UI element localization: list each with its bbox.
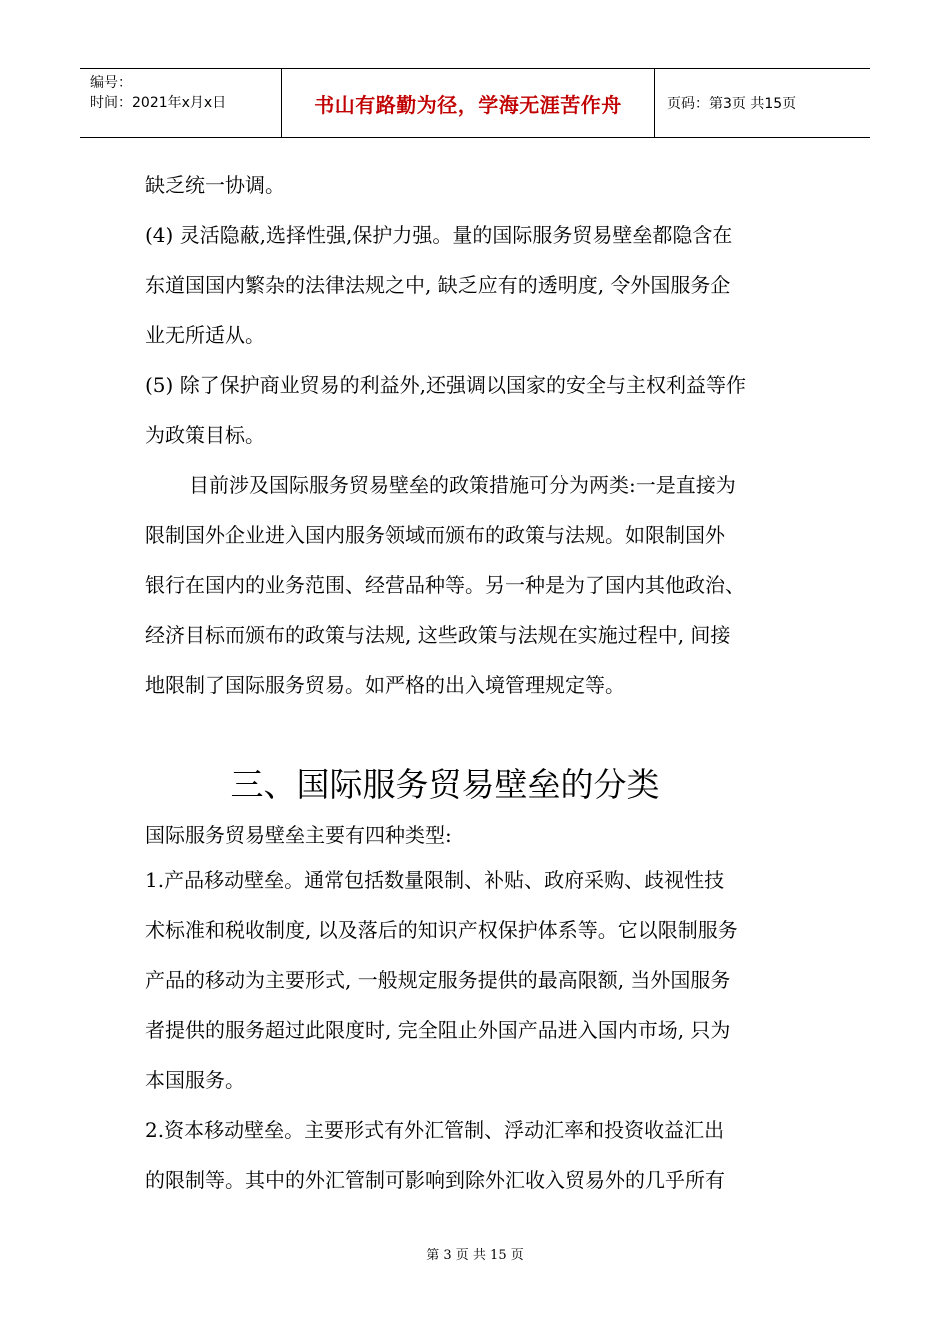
header-page-info: 页码：第3页 共15页 <box>667 96 797 112</box>
paragraph-line: 本国服务。 <box>145 1068 245 1092</box>
section-title: 三、国际服务贸易壁垒的分类 <box>230 765 660 804</box>
document-body <box>145 160 835 1205</box>
paragraph-line: 东道国国内繁杂的法律法规之中, 缺乏应有的透明度, 令外国服务企 <box>145 273 731 297</box>
paragraph-line: 经济目标而颁布的政策与法规, 这些政策与法规在实施过程中, 间接 <box>145 623 731 647</box>
paragraph-line: (5) 除了保护商业贸易的利益外,还强调以国家的安全与主权利益等作 <box>145 373 747 397</box>
paragraph-line: 术标准和税收制度, 以及落后的知识产权保护体系等。它以限制服务 <box>145 918 738 942</box>
paragraph-line: 国际服务贸易壁垒主要有四种类型: <box>145 823 452 847</box>
paragraph-line: 者提供的服务超过此限度时, 完全阻止外国产品进入国内市场, 只为 <box>145 1018 731 1042</box>
paragraph-line: 限制国外企业进入国内服务领域而颁布的政策与法规。如限制国外 <box>145 523 725 547</box>
paragraph-line: 缺乏统一协调。 <box>145 173 285 197</box>
paragraph-line: 的限制等。其中的外汇管制可影响到除外汇收入贸易外的几乎所有 <box>145 1168 725 1192</box>
page-header <box>80 68 870 138</box>
document-number-label: 编号： <box>90 75 132 91</box>
paragraph-line: 产品的移动为主要形式, 一般规定服务提供的最高限额, 当外国服务 <box>145 968 731 992</box>
paragraph-line: 业无所适从。 <box>145 323 265 347</box>
paragraph-line: 为政策目标。 <box>145 423 265 447</box>
document-time-label: 时间：2021年x月x日 <box>90 95 227 111</box>
paragraph-line: 目前涉及国际服务贸易壁垒的政策措施可分为两类:一是直接为 <box>189 473 736 497</box>
paragraph-line: (4) 灵活隐蔽,选择性强,保护力强。量的国际服务贸易壁垒都隐含在 <box>145 223 733 247</box>
page-footer: 第 3 页 共 15 页 <box>426 1248 524 1263</box>
paragraph-line: 1.产品移动壁垒。通常包括数量限制、补贴、政府采购、歧视性技 <box>145 868 725 892</box>
paragraph-line: 地限制了国际服务贸易。如严格的出入境管理规定等。 <box>145 673 625 697</box>
paragraph-line: 2.资本移动壁垒。主要形式有外汇管制、浮动汇率和投资收益汇出 <box>145 1118 725 1142</box>
header-motto: 书山有路勤为径，学海无涯苦作舟 <box>282 69 655 137</box>
header-meta <box>80 69 282 137</box>
paragraph-line: 银行在国内的业务范围、经营品种等。另一种是为了国内其他政治、 <box>145 573 745 597</box>
